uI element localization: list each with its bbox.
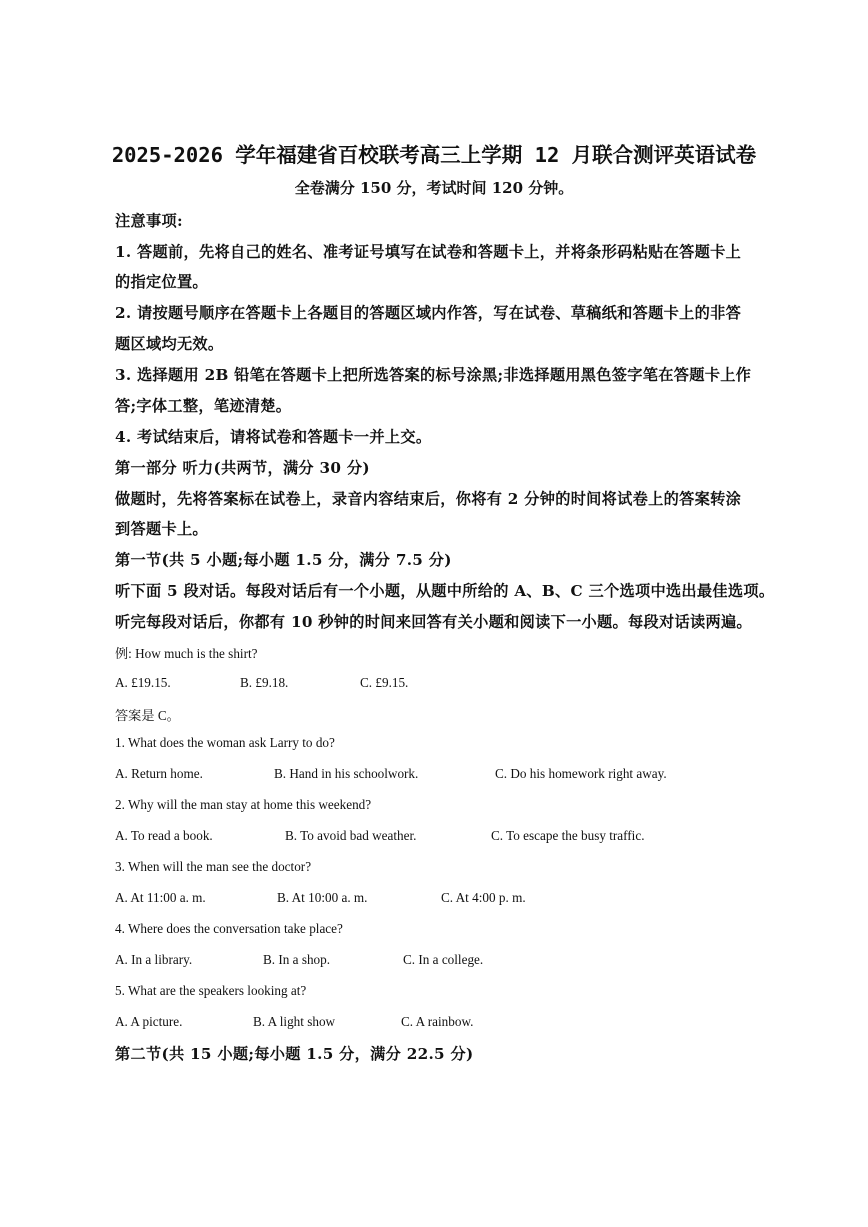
question-2-option-c: C. To escape the busy traffic.: [491, 828, 645, 843]
notice-item-4: 4. 考试结束后，请将试卷和答题卡一并上交。: [115, 428, 432, 446]
example-option-a: A. £19.15.: [115, 675, 171, 690]
question-3-option-c: C. At 4:00 p. m.: [441, 890, 526, 905]
section1-instruction-2: 听完每段对话后，你都有 10 秒钟的时间来回答有关小题和阅读下一小题。每段对话读两遍。: [115, 613, 752, 631]
example-answer: 答案是 C。: [115, 708, 180, 723]
question-5-option-b: B. A light show: [253, 1014, 336, 1029]
question-5-option-a: A. A picture.: [115, 1014, 183, 1029]
notice-item-1b: 的指定位置。: [115, 273, 208, 291]
question-5: 5. What are the speakers looking at?: [115, 983, 307, 998]
question-4-option-a: A. In a library.: [115, 952, 193, 967]
section1-instruction-1: 听下面 5 段对话。每段对话后有一个小题，从题中所给的 A、B、C 三个选项中选出最佳选项。: [115, 582, 775, 600]
example-option-b: B. £9.18.: [240, 675, 289, 690]
question-2-option-b: B. To avoid bad weather.: [285, 828, 417, 843]
part1-heading: 第一部分 听力(共两节，满分 30 分): [115, 459, 370, 477]
section2-heading: 第二节(共 15 小题;每小题 1.5 分，满分 22.5 分): [115, 1045, 474, 1063]
question-1-option-c: C. Do his homework right away.: [495, 766, 667, 781]
question-2: 2. Why will the man stay at home this weekend?: [115, 797, 372, 812]
question-4: 4. Where does the conversation take place?: [115, 921, 343, 936]
notice-item-2b: 题区域均无效。: [115, 335, 224, 353]
question-5-option-c: C. A rainbow.: [401, 1014, 474, 1029]
part1-intro-1: 做题时，先将答案标在试卷上，录音内容结束后，你将有 2 分钟的时间将试卷上的答案转涂: [115, 490, 742, 508]
example-option-c: C. £9.15.: [360, 675, 409, 690]
exam-subtitle: 全卷满分 150 分，考试时间 120 分钟。: [294, 179, 574, 197]
notice-item-3b: 答;字体工整，笔迹清楚。: [115, 397, 292, 415]
question-2-option-a: A. To read a book.: [115, 828, 213, 843]
question-1-option-a: A. Return home.: [115, 766, 203, 781]
notice-item-2a: 2. 请按题号顺序在答题卡上各题目的答题区域内作答，写在试卷、草稿纸和答题卡上的非答: [115, 304, 742, 322]
part1-intro-2: 到答题卡上。: [115, 520, 208, 538]
question-3-option-b: B. At 10:00 a. m.: [277, 890, 368, 905]
question-3-option-a: A. At 11:00 a. m.: [115, 890, 206, 905]
question-1: 1. What does the woman ask Larry to do?: [115, 735, 335, 750]
section1-heading: 第一节(共 5 小题;每小题 1.5 分，满分 7.5 分): [115, 551, 452, 569]
question-1-option-b: B. Hand in his schoolwork.: [274, 766, 419, 781]
notice-heading: 注意事项:: [115, 212, 183, 230]
page-title: 2025-2026 学年福建省百校联考高三上学期 12 月联合测评英语试卷: [111, 143, 757, 167]
question-4-option-c: C. In a college.: [403, 952, 484, 967]
notice-item-1a: 1. 答题前，先将自己的姓名、准考证号填写在试卷和答题卡上，并将条形码粘贴在答题卡上: [115, 243, 742, 261]
question-4-option-b: B. In a shop.: [263, 952, 331, 967]
notice-item-3a: 3. 选择题用 2B 铅笔在答题卡上把所选答案的标号涂黑;非选择题用黑色签字笔在答题卡上作: [115, 366, 752, 384]
example-question: 例: How much is the shirt?: [115, 646, 258, 661]
question-3: 3. When will the man see the doctor?: [115, 859, 312, 874]
